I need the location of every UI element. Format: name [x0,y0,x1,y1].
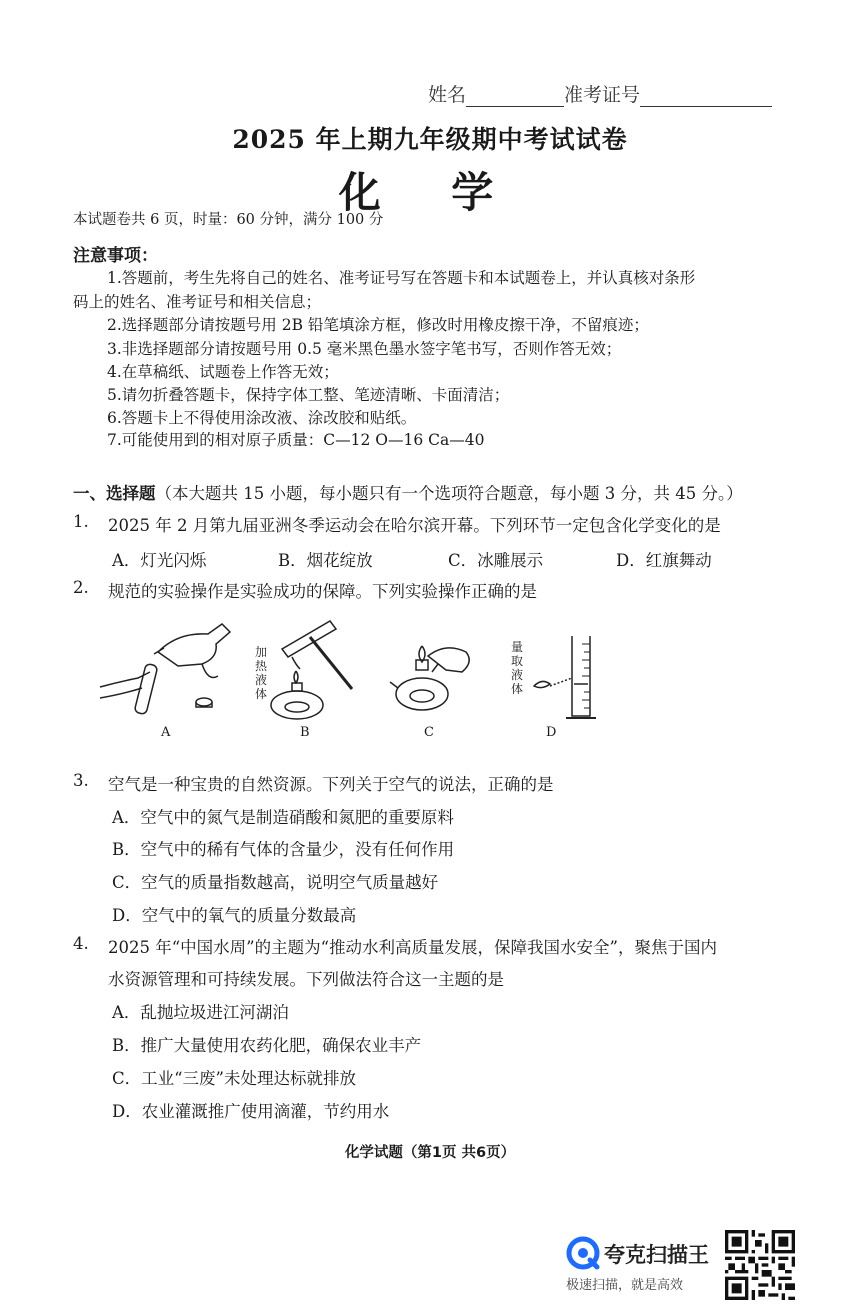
watermark-app-name: 夸克扫描王 [604,1243,709,1267]
section-desc: （本大题共 15 小题，每小题只有一个选项符合题意，每小题 3 分，共 45 分。） [155,484,743,503]
option-a: A．乱抛垃圾进江河湖泊 [112,1003,289,1022]
note-item: 1.答题前，考生先将自己的姓名、准考证号写在答题卡和本试题卷上，并认真核对条形 [107,269,696,287]
option-d: D．空气中的氧气的质量分数最高 [112,906,357,925]
figure-c-alcohol-lamp [376,642,486,728]
note-item: 4.在草稿纸、试题卷上作答无效； [107,363,339,381]
question-3 [0,771,860,795]
question-text-continued: 水资源管理和可持续发展。下列做法符合这一主题的是 [108,970,504,989]
figure-b-caption: 加热液体 [255,645,268,701]
option-d: D．红旗舞动 [616,551,712,570]
option-c: C．空气的质量指数越高，说明空气质量越好 [112,873,439,892]
option-a: A．空气中的氮气是制造硝酸和氮肥的重要原料 [112,808,454,827]
qr-code-icon [725,1230,795,1300]
note-item: 码上的姓名、准考证号和相关信息； [73,293,322,311]
option-c: C．工业“三废”未处理达标就排放 [112,1069,356,1088]
option-b: B．空气中的稀有气体的含量少，没有任何作用 [112,840,455,859]
notes-heading: 注意事项： [73,246,158,266]
id-blank [640,84,772,107]
figure-label: A [161,725,171,740]
exam-title: 2025 年上期九年级期中考试试卷 [232,125,628,154]
option-d: D．农业灌溉推广使用滴灌，节约用水 [112,1102,390,1121]
figure-d-measuring-cylinder [520,632,610,724]
figure-d-caption: 量取液体 [511,640,524,696]
watermark-slogan: 极速扫描，就是高效 [566,1278,684,1293]
quark-logo-icon [566,1236,600,1270]
option-b: B．烟花绽放 [278,551,373,570]
note-item: 2.选择题部分请按题号用 2B 铅笔填涂方框，修改时用橡皮擦干净，不留痕迹； [107,316,649,334]
question-text: 2025 年 2 月第九届亚洲冬季运动会在哈尔滨开幕。下列环节一定包含化学变化的是 [108,516,721,535]
figure-label: C [424,725,434,740]
question-number: 1. [73,512,89,531]
note-item: 6.答题卡上不得使用涂改液、涂改胶和贴纸。 [107,409,417,427]
question-2 [0,578,860,602]
question-1 [0,512,860,536]
section-heading [73,480,743,504]
question-number: 3. [73,771,89,790]
figure-a-pouring-liquid [98,612,238,722]
question-text: 2025 年“中国水周”的主题为“推动水利高质量发展，保障我国水安全”，聚焦于国内 [108,938,717,957]
name-blank [466,84,564,107]
question-text: 规范的实验操作是实验成功的保障。下列实验操作正确的是 [108,582,537,601]
note-item: 7.可能使用到的相对原子质量：C—12 O—16 Ca—40 [107,431,485,449]
id-label: 准考证号 [564,84,641,106]
option-b: B．推广大量使用农药化肥，确保农业丰产 [112,1036,422,1055]
subject-title: 化 学 [338,168,522,217]
note-item: 5.请勿折叠答题卡，保持字体工整、笔迹清晰、卡面清洁； [107,386,510,404]
name-label: 姓名 [428,84,467,106]
section-title: 一、选择题 [73,484,156,503]
figure-label: D [546,725,557,740]
page-footer: 化学试题（第1页 共6页） [344,1145,516,1161]
question-number: 4. [73,934,89,953]
exam-info: 本试题卷共 6 页，时量：60 分钟，满分 100 分 [73,212,384,228]
question-text: 空气是一种宝贵的自然资源。下列关于空气的说法，正确的是 [108,775,554,794]
question-number: 2. [73,578,89,597]
option-c: C．冰雕展示 [448,551,544,570]
figure-label: B [300,725,310,740]
question-4 [0,934,860,958]
option-a: A．灯光闪烁 [112,551,207,570]
note-item: 3.非选择题部分请按题号用 0.5 毫米黑色墨水签字笔书写，否则作答无效； [107,340,622,358]
candidate-info-fields [428,80,772,107]
